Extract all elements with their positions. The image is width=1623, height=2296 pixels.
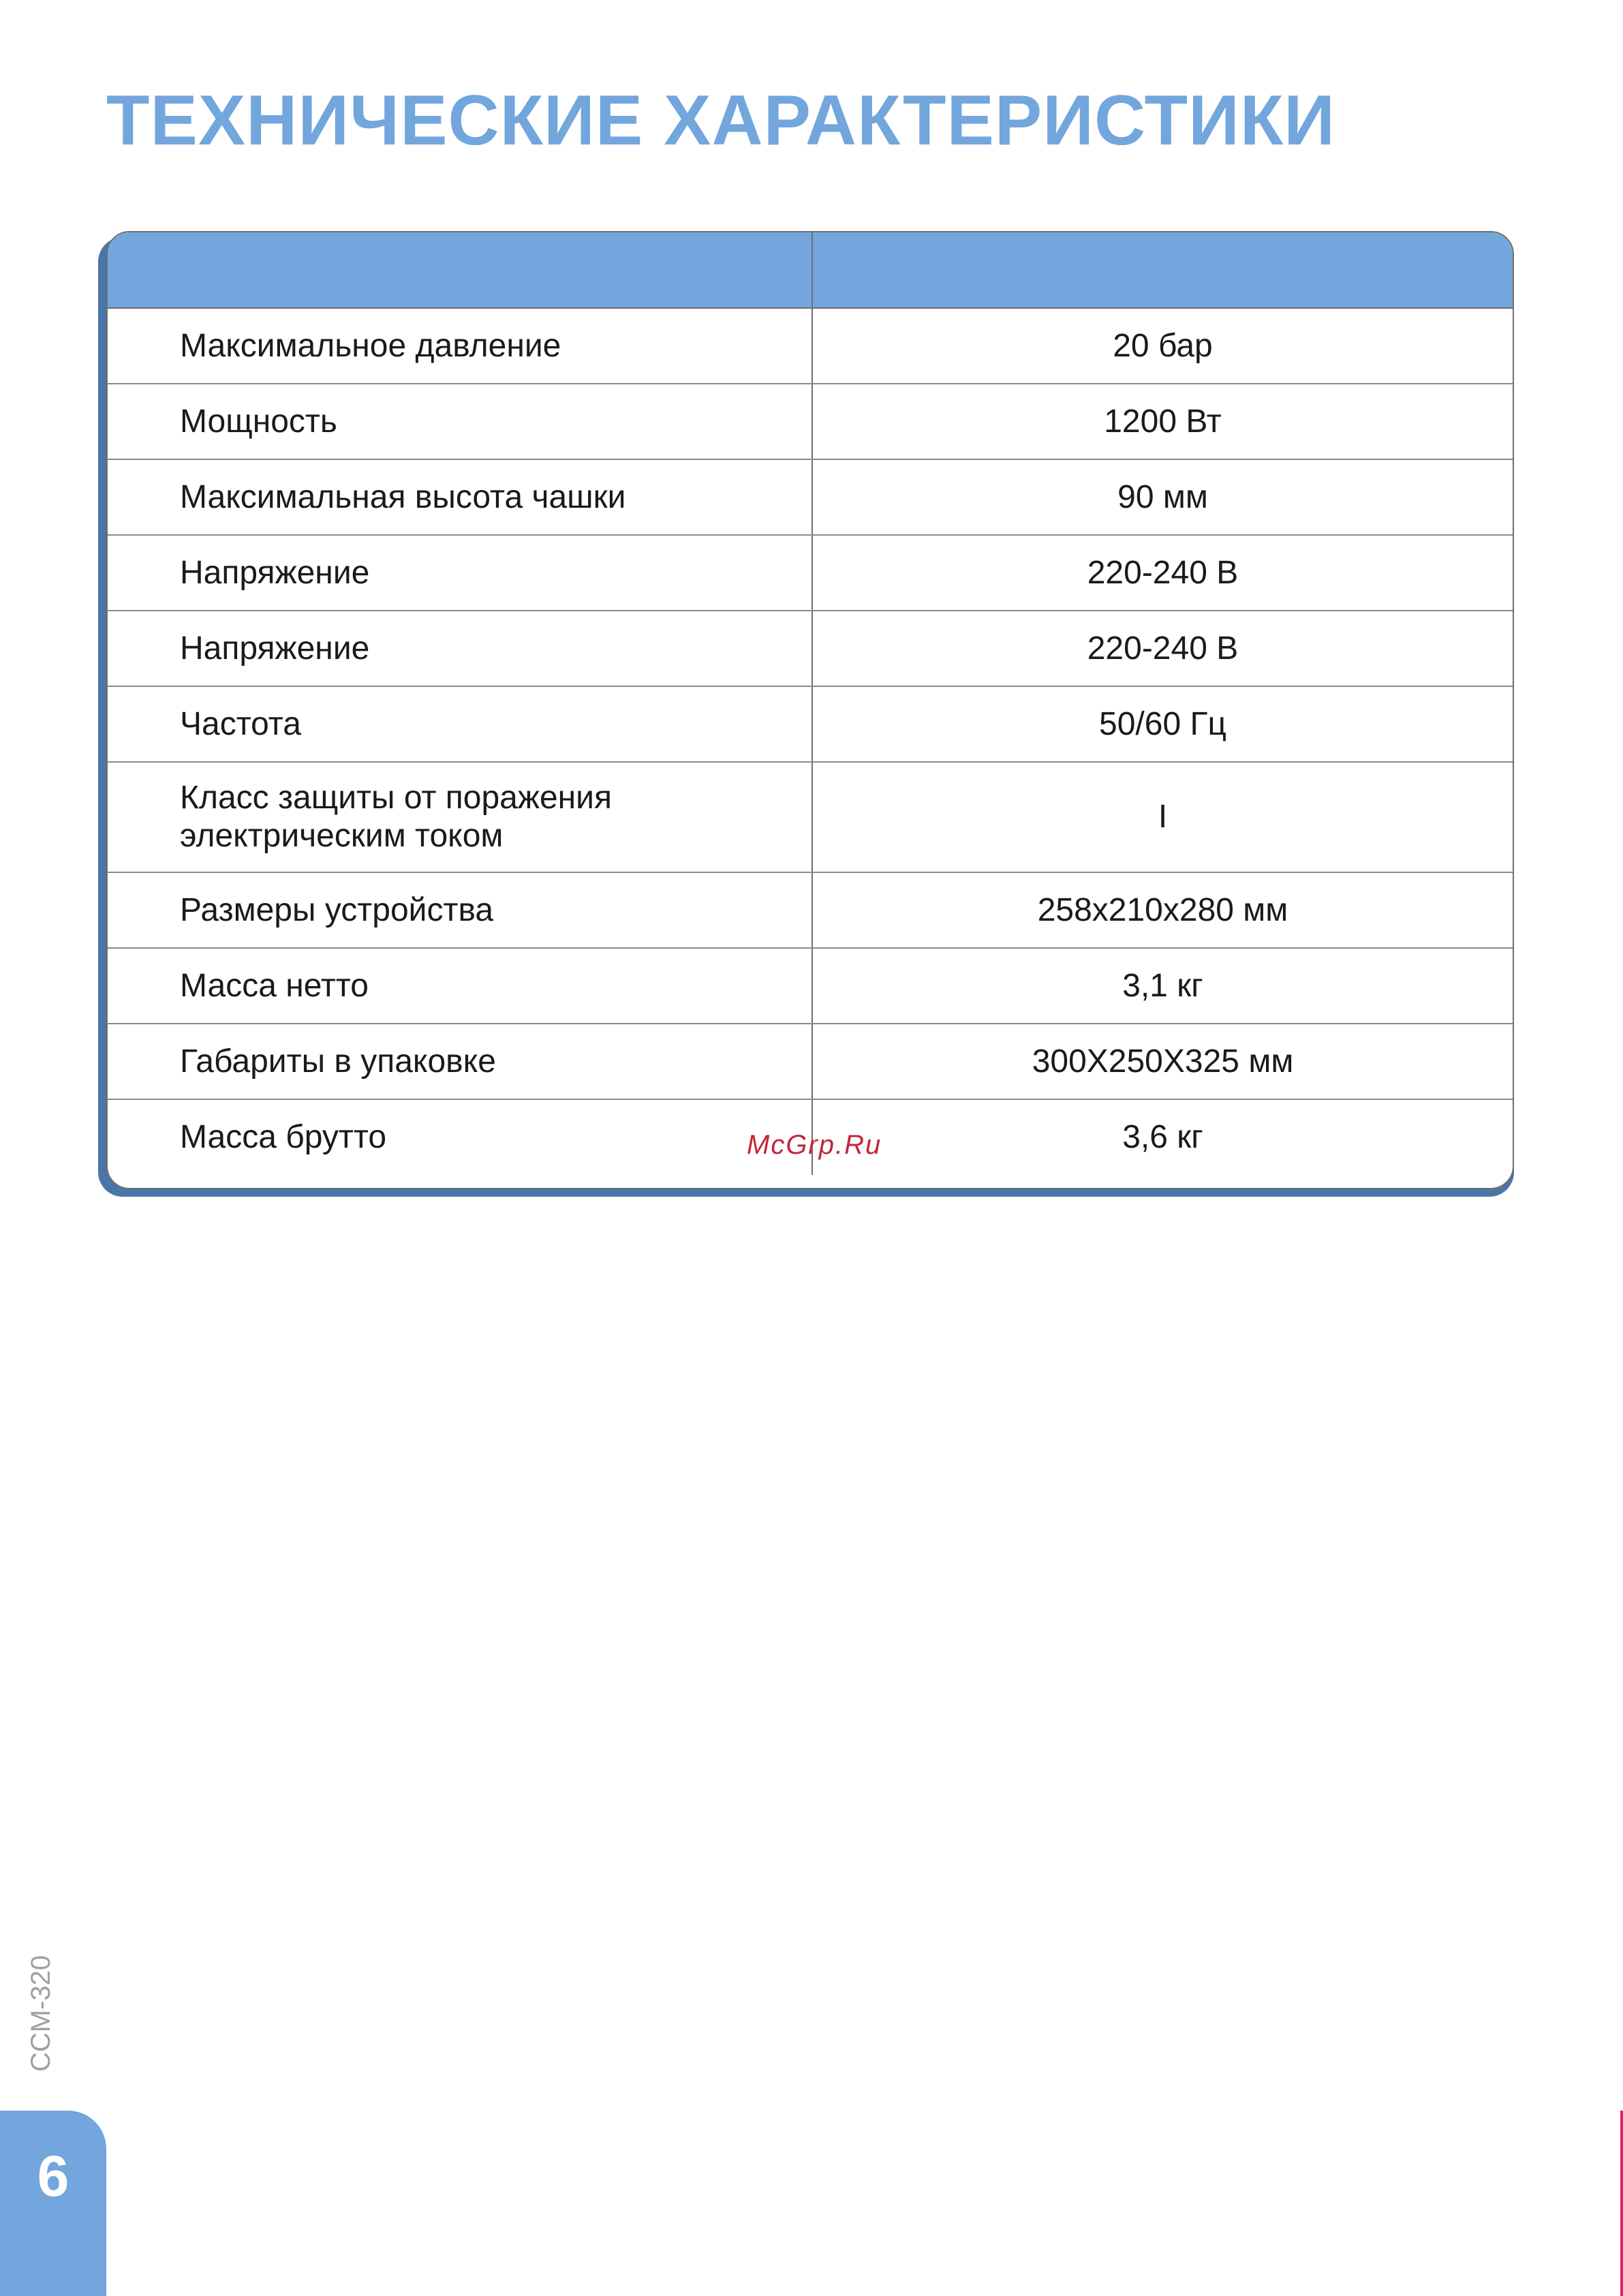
model-code: CCM-320 xyxy=(26,1955,56,2072)
table-row xyxy=(108,308,1513,384)
parameter-cell: Напряжение xyxy=(108,535,812,611)
value-cell: 220-240 В xyxy=(812,611,1513,686)
parameter-cell: Масса брутто xyxy=(108,1099,812,1175)
table-row xyxy=(108,872,1513,948)
value-cell: 3,1 кг xyxy=(812,948,1513,1024)
parameter-cell: Масса нетто xyxy=(108,948,812,1024)
parameter-cell: Максимальное давление xyxy=(108,308,812,384)
specs-table xyxy=(108,232,1513,1175)
value-cell: 20 бар xyxy=(812,308,1513,384)
table-row xyxy=(108,459,1513,535)
table-row xyxy=(108,948,1513,1024)
value-cell: 90 мм xyxy=(812,459,1513,535)
header-cell-parameter xyxy=(108,232,812,308)
parameter-cell: Класс защиты от поражения электрическим током xyxy=(108,762,812,872)
specs-table-header xyxy=(108,232,1513,308)
page-number: 6 xyxy=(37,2144,69,2208)
page-number-tab xyxy=(0,2111,106,2296)
value-cell: 258x210x280 мм xyxy=(812,872,1513,948)
parameter-cell: Максимальная высота чашки xyxy=(108,459,812,535)
parameter-cell: Напряжение xyxy=(108,611,812,686)
table-row xyxy=(108,535,1513,611)
table-row xyxy=(108,686,1513,762)
value-cell: 220-240 В xyxy=(812,535,1513,611)
parameter-cell: Частота xyxy=(108,686,812,762)
table-row xyxy=(108,762,1513,872)
value-cell: 50/60 Гц xyxy=(812,686,1513,762)
edge-marker xyxy=(1620,2111,1623,2296)
value-cell: I xyxy=(812,762,1513,872)
value-cell: 300X250X325 мм xyxy=(812,1024,1513,1099)
table-row xyxy=(108,611,1513,686)
header-row xyxy=(108,232,1513,308)
watermark: McGrp.Ru xyxy=(747,1130,882,1160)
parameter-cell: Размеры устройства xyxy=(108,872,812,948)
table-row xyxy=(108,1024,1513,1099)
parameter-cell: Габариты в упаковке xyxy=(108,1024,812,1099)
page-title: ТЕХНИЧЕСКИЕ ХАРАКТЕРИСТИКИ xyxy=(106,81,1336,160)
specs-table-body xyxy=(108,308,1513,1175)
header-cell-value xyxy=(812,232,1513,308)
parameter-cell: Мощность xyxy=(108,384,812,459)
value-cell: 1200 Вт xyxy=(812,384,1513,459)
table-row xyxy=(108,384,1513,459)
specs-table-container xyxy=(106,231,1514,1189)
value-cell: 3,6 кг xyxy=(1122,1119,1203,1155)
